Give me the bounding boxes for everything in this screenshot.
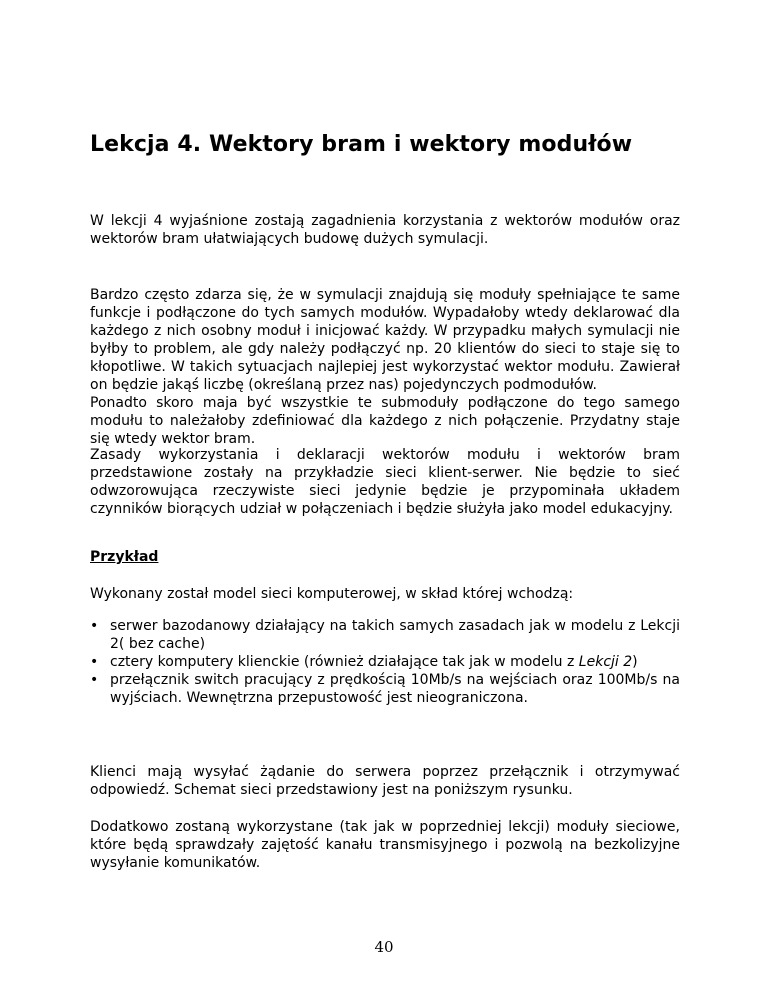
list-item-switch <box>90 671 680 707</box>
components-list <box>90 617 680 707</box>
main-paragraph <box>90 286 680 448</box>
intro-paragraph: W lekcji 4 wyjaśnione zostają zagadnienia korzystania z wektorów modułów oraz wektorów bram ułatwiających budowę dużych symulacji. <box>90 213 680 247</box>
list-item-clients-suffix: ) <box>632 654 638 670</box>
rules-paragraph: Zasady wykorzystania i deklaracji wektorów modułu i wektorów bram przedstawione zostały na przykładzie sieci klient-serwer. Nie będzie to sieć odwzorowująca rzeczywiste sieci jedynie będzie je przypominała układem czynników biorących udział w połączeniach i będzie służyła jako model edukacyjny. <box>90 447 680 517</box>
list-item-server-text: serwer bazodanowy działający na takich samych zasadach jak w modelu z Lekcji 2( bez cache) <box>110 618 680 652</box>
list-item-clients-text: cztery komputery klienckie (również działające tak jak w modelu z <box>110 654 579 670</box>
bullet-icon: • <box>90 672 99 688</box>
page-number: 40 <box>374 938 394 956</box>
model-intro-paragraph: Wykonany został model sieci komputerowej, w skład której wchodzą: <box>90 586 574 602</box>
list-item-clients-lesson-ref: Lekcji 2 <box>578 654 633 670</box>
list-item-switch-text: przełącznik switch pracujący z prędkością 10Mb/s na wejściach oraz 100Mb/s na wyjściach. Wewnętrzna przepustowość jest nieograniczona. <box>110 672 680 706</box>
bullet-icon: • <box>90 618 99 634</box>
list-item-server <box>90 617 680 653</box>
example-heading: Przykład <box>90 549 159 565</box>
lesson-title: Lekcja 4. Wektory bram i wektory modułów <box>90 132 633 157</box>
list-item-clients <box>90 653 680 671</box>
main-paragraph-part-1: Bardzo często zdarza się, że w symulacji znajdują się moduły spełniające te same funkcje i podłączone do tych samych modułów. Wypadałoby wtedy deklarować dla każdego z nich osobny moduł i inicjować każdy. W przypadku małych symulacji nie byłby to problem, ale gdy należy podłączyć np. 20 klientów do sieci to staje się to kłopotliwe. W takich sytuacjach najlepiej jest wykorzystać wektor modułu. Zawierał on będzie jakąś liczbę (określaną przez nas) pojedynczych podmodułów. <box>90 287 680 393</box>
extra-paragraph: Dodatkowo zostaną wykorzystane (tak jak w poprzedniej lekcji) moduły sieciowe, które będą sprawdzały zajętość kanału transmisyjnego i pozwolą na bezkolizyjne wysyłanie komunikatów. <box>90 819 680 871</box>
bullet-icon: • <box>90 654 99 670</box>
clients-paragraph: Klienci mają wysyłać żądanie do serwera poprzez przełącznik i otrzymywać odpowiedź. Schemat sieci przedstawiony jest na poniższym rysunku. <box>90 764 680 798</box>
main-paragraph-part-2: Ponadto skoro maja być wszystkie te submoduły podłączone do tego samego modułu to należałoby zdefiniować dla każdego z nich połączenie. Przydatny staje się wtedy wektor bram. <box>90 395 680 447</box>
